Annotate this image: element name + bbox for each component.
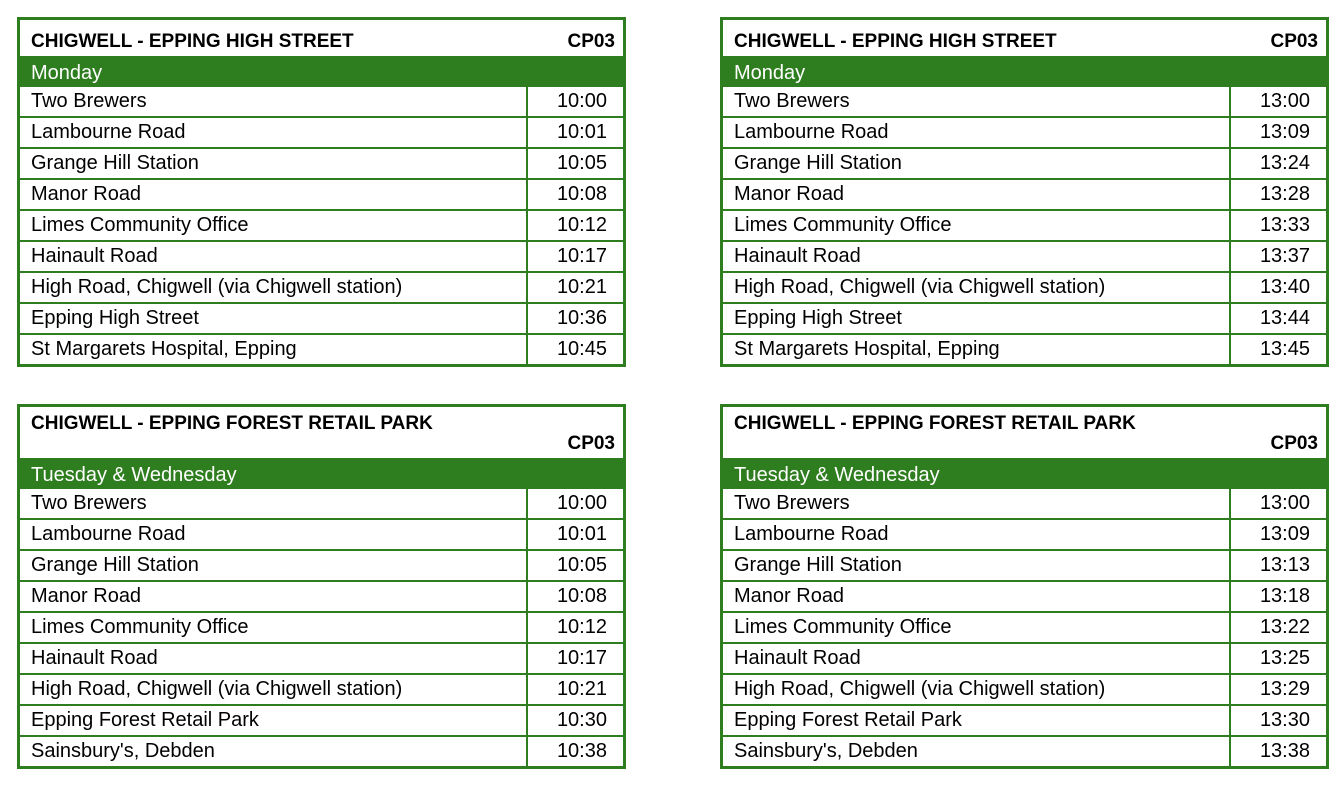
stop-row <box>723 549 1326 580</box>
departure-time: 10:05 <box>526 551 623 580</box>
departure-time: 13:25 <box>1229 644 1326 673</box>
stop-name: Hainault Road <box>734 647 861 669</box>
stop-name: Limes Community Office <box>31 616 249 638</box>
stop-row <box>20 87 623 116</box>
stop-row <box>20 642 623 673</box>
stop-row <box>723 209 1326 240</box>
stop-row <box>20 333 623 364</box>
departure-time: 13:33 <box>1229 211 1326 240</box>
stop-row <box>723 518 1326 549</box>
stop-name: Two Brewers <box>734 492 850 514</box>
stop-row <box>20 611 623 642</box>
departure-time: 10:36 <box>526 304 623 333</box>
stop-row <box>723 642 1326 673</box>
departure-time: 13:00 <box>1229 87 1326 116</box>
stop-row <box>723 673 1326 704</box>
stop-row <box>723 147 1326 178</box>
stop-row <box>723 735 1326 766</box>
service-day: Monday <box>723 58 1326 87</box>
stop-name: Grange Hill Station <box>31 152 199 174</box>
stop-name: Epping Forest Retail Park <box>31 709 259 731</box>
timetable-monday-morning <box>17 17 626 367</box>
timetable-header <box>20 407 623 460</box>
stop-name: Sainsbury's, Debden <box>31 740 215 762</box>
stop-name: Two Brewers <box>734 90 850 112</box>
service-day: Tuesday & Wednesday <box>723 460 1326 489</box>
stop-row <box>20 704 623 735</box>
stop-row <box>723 580 1326 611</box>
stop-name: Epping Forest Retail Park <box>734 709 962 731</box>
stop-row <box>723 611 1326 642</box>
stop-row <box>20 116 623 147</box>
stop-name: High Road, Chigwell (via Chigwell station) <box>734 678 1106 700</box>
stop-row <box>20 240 623 271</box>
service-day: Monday <box>20 58 623 87</box>
departure-time: 10:00 <box>526 87 623 116</box>
stop-name: High Road, Chigwell (via Chigwell station) <box>31 678 403 700</box>
departure-time: 13:24 <box>1229 149 1326 178</box>
stop-row <box>723 333 1326 364</box>
stop-row <box>723 87 1326 116</box>
stop-name: Grange Hill Station <box>31 554 199 576</box>
stop-list <box>20 87 623 364</box>
stop-name: Hainault Road <box>734 245 861 267</box>
stop-row <box>20 147 623 178</box>
stop-name: Epping High Street <box>31 307 199 329</box>
departure-time: 13:44 <box>1229 304 1326 333</box>
stop-name: Manor Road <box>734 585 845 607</box>
stop-name: High Road, Chigwell (via Chigwell station) <box>734 276 1106 298</box>
departure-time: 13:18 <box>1229 582 1326 611</box>
route-title: CHIGWELL - EPPING FOREST RETAIL PARK <box>31 413 433 434</box>
stop-row <box>20 580 623 611</box>
departure-time: 10:01 <box>526 118 623 147</box>
timetable-tuesday-wednesday-afternoon <box>720 404 1329 769</box>
stop-name: Limes Community Office <box>734 616 952 638</box>
stop-name: Limes Community Office <box>734 214 952 236</box>
stop-row <box>20 549 623 580</box>
stop-name: Hainault Road <box>31 647 158 669</box>
stop-name: Epping High Street <box>734 307 902 329</box>
service-day: Tuesday & Wednesday <box>20 460 623 489</box>
timetable-header <box>20 20 623 58</box>
stop-name: Hainault Road <box>31 245 158 267</box>
departure-time: 13:22 <box>1229 613 1326 642</box>
departure-time: 13:09 <box>1229 118 1326 147</box>
departure-time: 13:29 <box>1229 675 1326 704</box>
stop-name: Lambourne Road <box>31 121 186 143</box>
stop-name: Sainsbury's, Debden <box>734 740 918 762</box>
stop-row <box>20 302 623 333</box>
stop-name: St Margarets Hospital, Epping <box>734 338 1000 360</box>
stop-name: Grange Hill Station <box>734 152 902 174</box>
stop-row <box>20 489 623 518</box>
route-code: CP03 <box>567 31 615 52</box>
route-title: CHIGWELL - EPPING HIGH STREET <box>31 31 354 52</box>
departure-time: 13:28 <box>1229 180 1326 209</box>
route-title: CHIGWELL - EPPING FOREST RETAIL PARK <box>734 413 1136 434</box>
departure-time: 13:40 <box>1229 273 1326 302</box>
departure-time: 10:00 <box>526 489 623 518</box>
route-code: CP03 <box>1270 433 1318 454</box>
departure-time: 10:38 <box>526 737 623 766</box>
departure-time: 10:05 <box>526 149 623 178</box>
stop-list <box>723 489 1326 766</box>
stop-row <box>20 518 623 549</box>
stop-name: Manor Road <box>31 585 142 607</box>
departure-time: 10:17 <box>526 644 623 673</box>
timetable-header <box>723 407 1326 460</box>
stop-name: St Margarets Hospital, Epping <box>31 338 297 360</box>
departure-time: 13:45 <box>1229 335 1326 364</box>
stop-list <box>20 489 623 766</box>
departure-time: 13:37 <box>1229 242 1326 271</box>
stop-row <box>723 116 1326 147</box>
timetable-header <box>723 20 1326 58</box>
stop-name: Manor Road <box>31 183 142 205</box>
stop-row <box>723 704 1326 735</box>
stop-name: High Road, Chigwell (via Chigwell station) <box>31 276 403 298</box>
departure-time: 13:09 <box>1229 520 1326 549</box>
timetable-monday-afternoon <box>720 17 1329 367</box>
stop-row <box>20 735 623 766</box>
departure-time: 10:01 <box>526 520 623 549</box>
stop-name: Two Brewers <box>31 492 147 514</box>
route-title: CHIGWELL - EPPING HIGH STREET <box>734 31 1057 52</box>
stop-row <box>723 271 1326 302</box>
departure-time: 13:13 <box>1229 551 1326 580</box>
departure-time: 10:21 <box>526 675 623 704</box>
stop-row <box>723 178 1326 209</box>
stop-row <box>723 240 1326 271</box>
stop-row <box>20 209 623 240</box>
departure-time: 10:17 <box>526 242 623 271</box>
route-code: CP03 <box>567 433 615 454</box>
stop-row <box>723 302 1326 333</box>
departure-time: 10:30 <box>526 706 623 735</box>
departure-time: 10:12 <box>526 211 623 240</box>
stop-row <box>20 673 623 704</box>
departure-time: 10:12 <box>526 613 623 642</box>
stop-row <box>723 489 1326 518</box>
stop-name: Manor Road <box>734 183 845 205</box>
departure-time: 10:08 <box>526 180 623 209</box>
departure-time: 13:00 <box>1229 489 1326 518</box>
departure-time: 10:45 <box>526 335 623 364</box>
stop-list <box>723 87 1326 364</box>
stop-name: Grange Hill Station <box>734 554 902 576</box>
stop-name: Two Brewers <box>31 90 147 112</box>
timetable-tuesday-wednesday-morning <box>17 404 626 769</box>
departure-time: 10:21 <box>526 273 623 302</box>
stop-row <box>20 178 623 209</box>
route-code: CP03 <box>1270 31 1318 52</box>
departure-time: 13:38 <box>1229 737 1326 766</box>
stop-name: Lambourne Road <box>31 523 186 545</box>
stop-name: Limes Community Office <box>31 214 249 236</box>
departure-time: 10:08 <box>526 582 623 611</box>
stop-name: Lambourne Road <box>734 121 889 143</box>
stop-row <box>20 271 623 302</box>
stop-name: Lambourne Road <box>734 523 889 545</box>
departure-time: 13:30 <box>1229 706 1326 735</box>
